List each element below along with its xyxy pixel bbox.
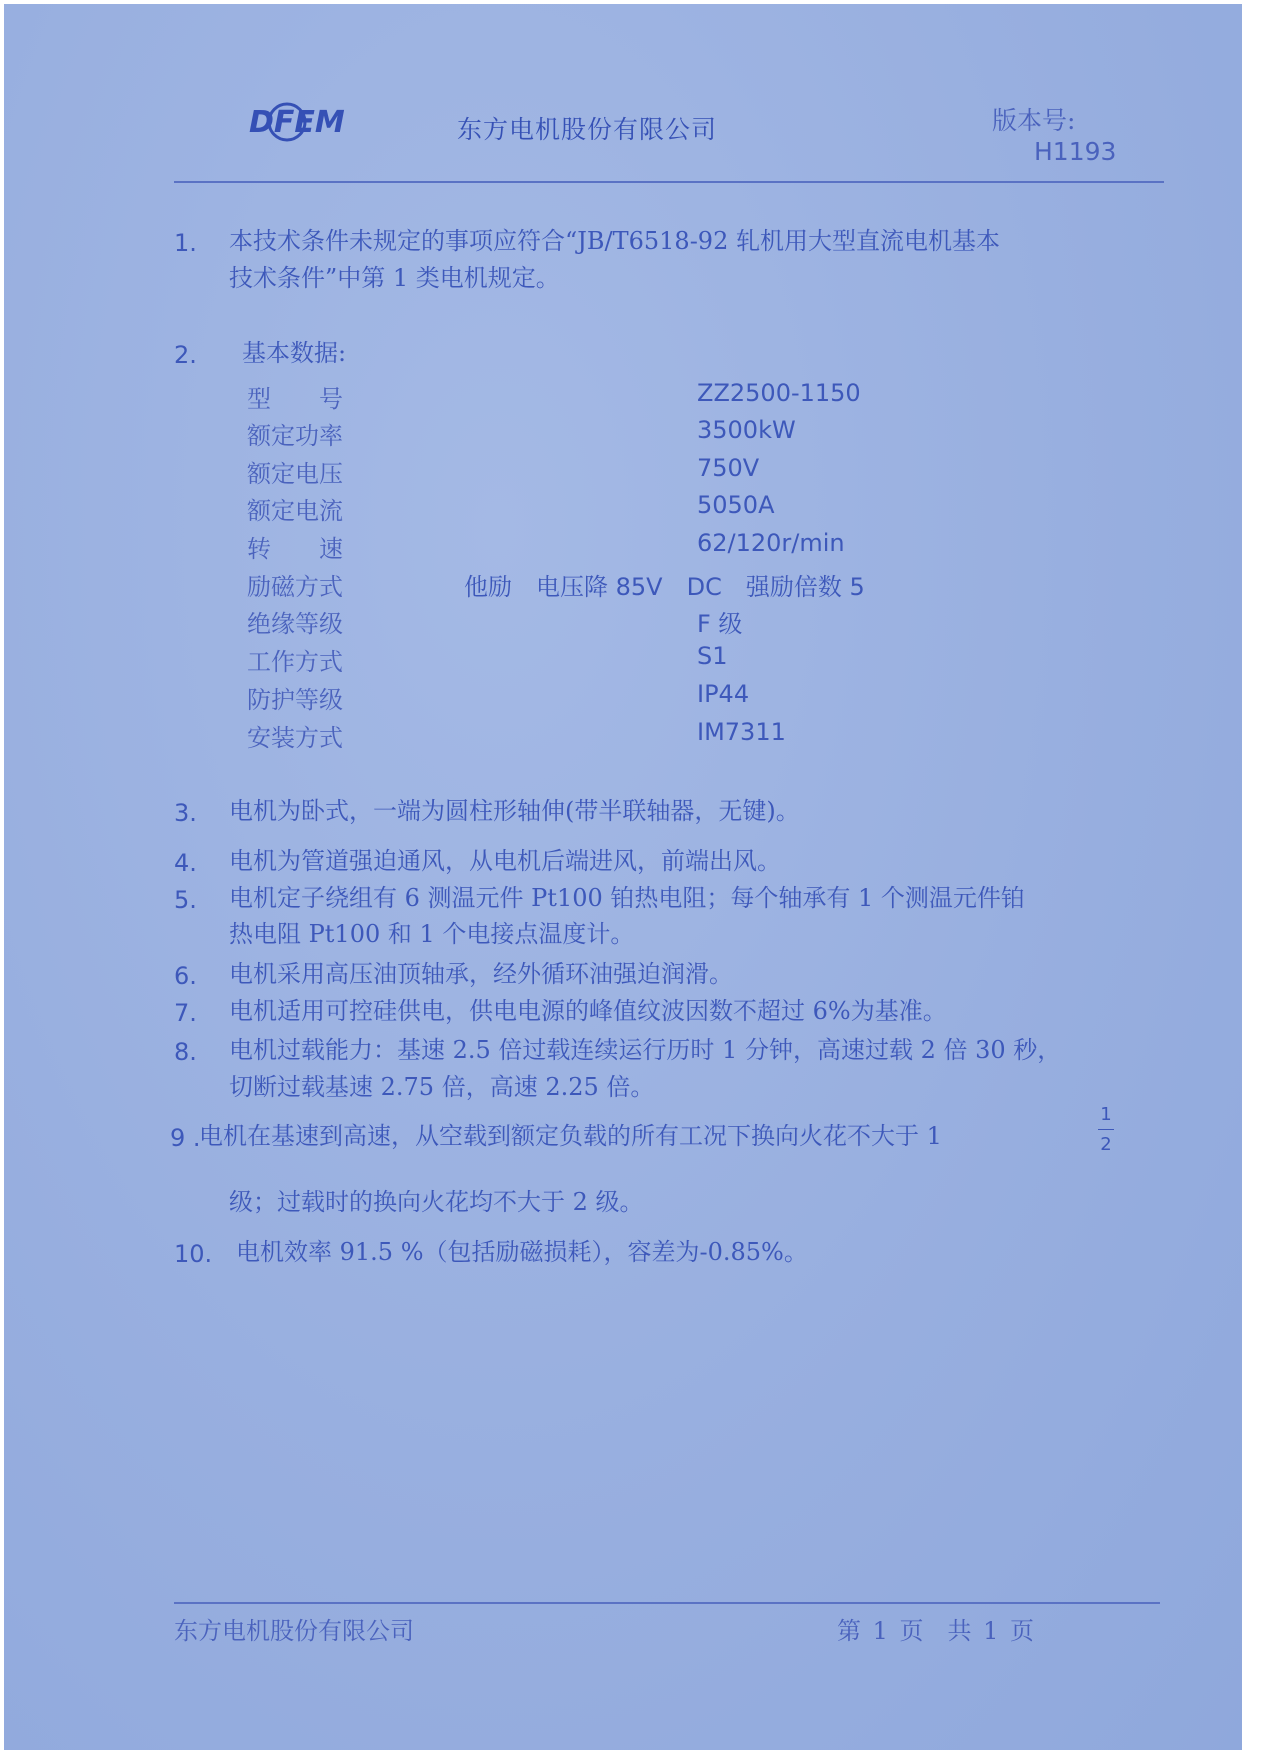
item-7-number: 7. [174,999,197,1027]
spec-value: 他励 电压降 85V DC 强励倍数 5 [464,573,865,601]
item-1-number: 1. [174,229,197,257]
item-5-line-2: 热电阻 Pt100 和 1 个电接点温度计。 [229,920,635,948]
spec-label: 防护等级 [247,686,343,714]
spec-label: 绝缘等级 [247,610,343,638]
item-2-title: 基本数据: [242,339,347,367]
item-5-number: 5. [174,886,197,914]
spec-label: 工作方式 [247,648,343,676]
company-name-header: 东方电机股份有限公司 [457,115,718,144]
spec-label: 转 速 [247,535,343,563]
spec-value: 62/120r/min [697,529,845,557]
svg-text:DFEM: DFEM [249,105,345,140]
spec-label: 额定电压 [247,460,343,488]
spec-label: 额定功率 [247,422,343,450]
item-8-line-1: 电机过载能力：基速 2.5 倍过载连续运行历时 1 分钟，高速过载 2 倍 30 秒， [229,1036,1062,1064]
item-3-number: 3. [174,799,197,827]
document-page [4,4,1242,1750]
item-7-line-1: 电机适用可控硅供电，供电电源的峰值纹波因数不超过 6%为基准。 [229,997,947,1025]
company-logo [247,96,347,146]
item-6-number: 6. [174,962,197,990]
version-label: 版本号: [992,106,1076,135]
item-3-line-1: 电机为卧式，一端为圆柱形轴伸(带半联轴器，无键)。 [229,797,800,825]
spec-value: IP44 [697,680,750,708]
spec-value: 5050A [697,491,775,519]
header-divider [174,181,1164,183]
spec-value: 750V [697,454,760,482]
item-9-number: 9 . [170,1124,201,1152]
item-8-number: 8. [174,1038,197,1066]
version-number: H1193 [1034,137,1117,166]
spec-label: 额定电流 [247,497,343,525]
item-6-line-1: 电机采用高压油顶轴承，经外循环油强迫润滑。 [229,960,733,988]
item-10-line-1: 电机效率 91.5 %（包括励磁损耗），容差为-0.85%。 [236,1238,808,1266]
item-9-line-1: 电机在基速到高速，从空载到额定负载的所有工况下换向火花不大于 1 [199,1122,942,1150]
spec-label: 型 号 [247,385,343,413]
spec-label: 安装方式 [247,724,343,752]
dfem-logo-icon [247,96,347,146]
fraction-bar [1098,1129,1114,1130]
spec-value: 3500kW [697,416,796,444]
spec-value: F 级 [697,610,743,638]
fraction-denominator: 2 [1100,1134,1112,1155]
footer-divider [174,1602,1160,1604]
item-1-line-1: 本技术条件未规定的事项应符合“JB/T6518-92 轧机用大型直流电机基本 [229,227,1000,255]
item-2-number: 2. [174,341,197,369]
item-9-line-2: 级；过载时的换向火花均不大于 2 级。 [229,1188,644,1216]
item-4-number: 4. [174,849,197,877]
spec-value: ZZ2500-1150 [697,379,861,407]
item-5-line-1: 电机定子绕组有 6 测温元件 Pt100 铂热电阻；每个轴承有 1 个测温元件铂 [229,884,1025,912]
item-4-line-1: 电机为管道强迫通风，从电机后端进风，前端出风。 [229,847,781,875]
spec-value: S1 [697,642,728,670]
page-number: 第 1 页 共 1 页 [837,1617,1035,1645]
item-1-line-2: 技术条件”中第 1 类电机规定。 [229,264,560,292]
footer-company-name: 东方电机股份有限公司 [174,1617,414,1645]
item-10-number: 10. [174,1240,213,1268]
item-8-line-2: 切断过载基速 2.75 倍，高速 2.25 倍。 [229,1073,655,1101]
spec-label: 励磁方式 [247,573,343,601]
spec-value: IM7311 [697,718,786,746]
fraction-numerator: 1 [1100,1104,1112,1125]
